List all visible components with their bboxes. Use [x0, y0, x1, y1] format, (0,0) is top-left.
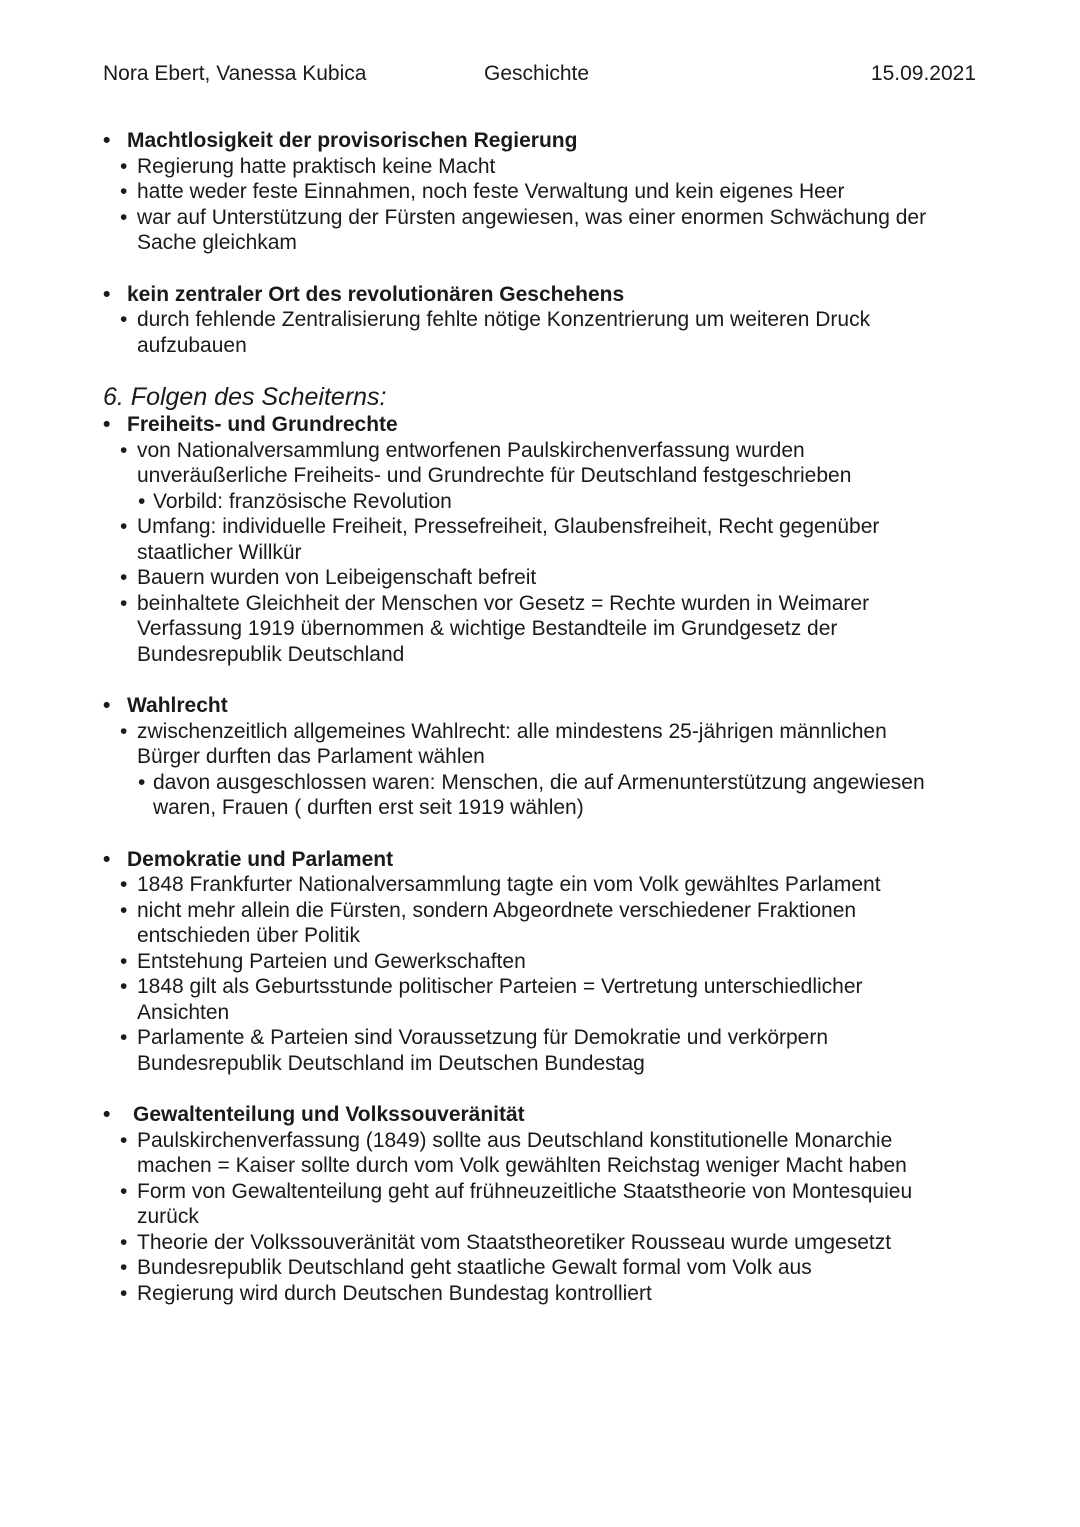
list-item-continuation: Bundesrepublik Deutschland — [137, 642, 405, 666]
list-item: • Entstehung Parteien und Gewerkschaften — [120, 949, 526, 973]
bullet-icon: • — [120, 1026, 128, 1049]
sub-list-item: • Vorbild: französische Revolution — [138, 489, 452, 513]
bullet-icon: • — [120, 515, 128, 538]
list-item-continuation: Sache gleichkam — [137, 231, 297, 254]
list-item: • Regierung hatte praktisch keine Macht — [120, 154, 496, 178]
list-item-continuation: Verfassung 1919 übernommen & wichtige Bestandteile im Grundgesetz der — [137, 617, 838, 640]
list-item: • Form von Gewaltenteilung geht auf frühneuzeitliche Staatstheorie von Montesquieu — [120, 1179, 913, 1203]
sub-list-item: • davon ausgeschlossen waren: Menschen, die auf Armenunterstützung angewiesen — [138, 770, 925, 794]
block-machtlosigkeit — [103, 128, 983, 256]
bullet-icon: • — [120, 438, 128, 462]
bullet-icon: • — [120, 1281, 128, 1305]
list-item: • Paulskirchenverfassung (1849) sollte aus Deutschland konstitutionelle Monarchie — [120, 1128, 893, 1152]
block-zentraler-ort — [103, 282, 983, 359]
bullet-icon: • — [120, 1179, 128, 1203]
list-item: • hatte weder feste Einnahmen, noch feste Verwaltung und kein eigenes Heer — [120, 180, 845, 203]
block-gewaltenteilung — [103, 1102, 983, 1306]
bullet-icon: • — [120, 566, 128, 589]
bullet-icon: • — [120, 308, 128, 331]
bullet-heading: • kein zentraler Ort des revolutionären Geschehens — [103, 282, 625, 306]
bullet-icon: • — [120, 154, 128, 178]
bullet-icon: • — [120, 949, 128, 973]
list-item: • 1848 Frankfurter Nationalversammlung tagte ein vom Volk gewähltes Parlament — [120, 873, 881, 896]
list-item-continuation: machen = Kaiser sollte durch vom Volk gewählten Reichstag weniger Macht haben — [137, 1154, 907, 1177]
bullet-icon: • — [120, 873, 128, 896]
bullet-icon: • — [138, 489, 146, 513]
bullet-icon: • — [120, 975, 128, 998]
list-item: • beinhaltete Gleichheit der Menschen vor Gesetz = Rechte wurden in Weimarer — [120, 591, 870, 615]
list-item-continuation: unveräußerliche Freiheits- und Grundrechte für Deutschland festgeschrieben — [137, 464, 852, 487]
bullet-icon: • — [103, 1103, 111, 1126]
list-item: • nicht mehr allein die Fürsten, sondern Abgeordnete verschiedener Fraktionen — [120, 898, 857, 922]
list-item: • von Nationalversammlung entworfenen Paulskirchenverfassung wurden — [120, 438, 805, 462]
section-title: 6. Folgen des Scheiterns: — [103, 383, 387, 411]
authors: Nora Ebert, Vanessa Kubica — [103, 62, 367, 85]
subject: Geschichte — [484, 62, 590, 85]
date: 15.09.2021 — [870, 62, 976, 85]
list-item: • Theorie der Volkssouveränität vom Staatstheoretiker Rousseau wurde umgesetzt — [120, 1230, 892, 1254]
list-item: • zwischenzeitlich allgemeines Wahlrecht: alle mindestens 25-jährigen männlichen — [120, 719, 887, 743]
list-item: • Bauern wurden von Leibeigenschaft befreit — [120, 566, 537, 589]
block-freiheitsrechte — [103, 412, 983, 667]
bullet-icon: • — [103, 694, 111, 717]
bullet-icon: • — [103, 129, 111, 152]
bullet-heading: • Demokratie und Parlament — [103, 847, 394, 871]
list-item-continuation: aufzubauen — [137, 333, 247, 357]
list-item-continuation: Ansichten — [137, 1000, 230, 1024]
bullet-heading: • Machtlosigkeit der provisorischen Regierung — [103, 129, 578, 152]
list-item-continuation: staatlicher Willkür — [137, 540, 302, 564]
bullet-icon: • — [120, 591, 128, 615]
bullet-icon: • — [120, 898, 128, 922]
bullet-heading: • Freiheits- und Grundrechte — [103, 413, 398, 436]
list-item: • durch fehlende Zentralisierung fehlte nötige Konzentrierung um weiteren Druck — [120, 308, 871, 331]
bullet-icon: • — [120, 180, 128, 203]
page-header — [0, 62, 1080, 92]
bullet-icon: • — [120, 205, 128, 229]
document-body — [103, 128, 983, 1306]
list-item: • 1848 gilt als Geburtsstunde politischer Parteien = Vertretung unterschiedlicher — [120, 975, 863, 998]
block-wahlrecht — [103, 693, 983, 821]
bullet-icon: • — [120, 1230, 128, 1254]
bullet-icon: • — [120, 1128, 128, 1152]
list-item-continuation: Bundesrepublik Deutschland im Deutschen Bundestag — [137, 1051, 645, 1075]
sub-list-item-continuation: waren, Frauen ( durften erst seit 1919 wählen) — [153, 796, 584, 819]
list-item: • Regierung wird durch Deutschen Bundestag kontrolliert — [120, 1281, 652, 1305]
list-item: • Parlamente & Parteien sind Voraussetzung für Demokratie und verkörpern — [120, 1026, 829, 1049]
list-item-continuation: Bürger durften das Parlament wählen — [137, 745, 485, 768]
bullet-heading: • Wahlrecht — [103, 694, 228, 717]
list-item: • Bundesrepublik Deutschland geht staatliche Gewalt formal vom Volk aus — [120, 1256, 812, 1279]
bullet-icon: • — [120, 1256, 128, 1279]
list-item: • war auf Unterstützung der Fürsten angewiesen, was einer enormen Schwächung der — [120, 205, 927, 229]
bullet-icon: • — [103, 847, 111, 871]
block-demokratie — [103, 847, 983, 1077]
list-item-continuation: zurück — [137, 1205, 199, 1228]
list-item: • Umfang: individuelle Freiheit, Pressefreiheit, Glaubensfreiheit, Recht gegenüber — [120, 515, 880, 538]
bullet-icon: • — [120, 719, 128, 743]
list-item-continuation: entschieden über Politik — [137, 924, 360, 947]
bullet-icon: • — [138, 770, 146, 794]
bullet-icon: • — [103, 282, 111, 306]
bullet-heading: • Gewaltenteilung und Volkssouveränität — [103, 1103, 525, 1126]
bullet-icon: • — [103, 413, 111, 436]
